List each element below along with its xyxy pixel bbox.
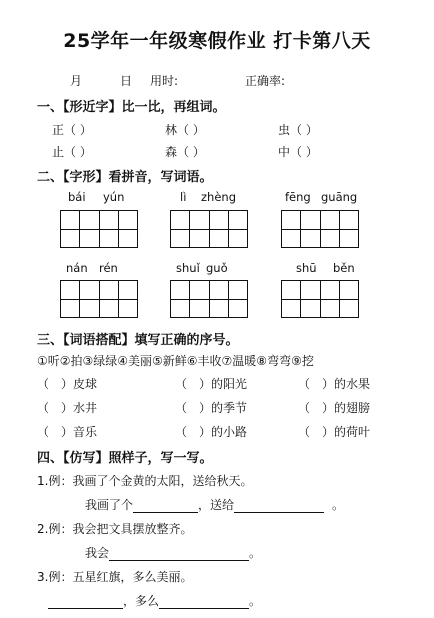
example-2: 2.例：我会把文具摆放整齐。	[37, 522, 193, 536]
s3-item: （ ）的小路	[175, 425, 248, 439]
rewrite-line-2	[85, 544, 261, 561]
rewrite-line-1	[85, 496, 344, 513]
writing-grid[interactable]	[60, 210, 138, 248]
pinyin: nán	[66, 261, 88, 275]
s1-item: 止（ ）	[52, 145, 92, 159]
section1-heading: 一、【形近字】比一比，再组词。	[37, 100, 226, 115]
writing-grid[interactable]	[281, 210, 359, 248]
rewrite-text: 我会	[85, 546, 110, 560]
s3-item: （ ）的阳光	[175, 377, 248, 391]
page-title: 25学年一年级寒假作业 打卡第八天	[63, 30, 371, 52]
section4-heading: 四、【仿写】照样子，写一写。	[37, 451, 213, 466]
accuracy-label: 正确率:	[245, 74, 286, 88]
s3-item: （ ）水井	[37, 401, 98, 415]
pinyin: rén	[99, 261, 118, 275]
s3-item: （ ）的翅膀	[298, 401, 371, 415]
writing-grid[interactable]	[60, 280, 138, 318]
s1-item: 林（ ）	[165, 123, 205, 137]
s3-item: （ ）的季节	[175, 401, 248, 415]
writing-grid[interactable]	[170, 210, 248, 248]
rewrite-text: ，送给	[198, 498, 235, 512]
pinyin: zhèng	[201, 190, 236, 204]
day-label: 日	[120, 74, 133, 88]
pinyin: shuǐ	[176, 261, 200, 275]
answer-blank[interactable]	[234, 500, 324, 513]
s1-item: 虫（ ）	[278, 123, 318, 137]
pinyin: bái	[68, 190, 86, 204]
rewrite-text: ，多么	[123, 594, 160, 608]
section2-heading: 二、【字形】看拼音，写词语。	[37, 170, 213, 185]
example-1: 1.例：我画了个金黄的太阳，送给秋天。	[37, 474, 253, 488]
s3-item: （ ）音乐	[37, 425, 98, 439]
answer-blank[interactable]	[109, 548, 249, 561]
writing-grid[interactable]	[170, 280, 248, 318]
section3-heading: 三、【词语搭配】填写正确的序号。	[37, 333, 239, 348]
s3-item: （ ）的水果	[298, 377, 371, 391]
time-label: 用时:	[150, 74, 179, 88]
pinyin: fēng	[285, 190, 311, 204]
s1-item: 森（ ）	[165, 145, 205, 159]
s3-item: （ ）的荷叶	[298, 425, 371, 439]
pinyin: guǒ	[206, 261, 228, 275]
s1-item: 中（ ）	[278, 145, 318, 159]
options-list: ①听②拍③绿绿④美丽⑤新鲜⑥丰收⑦温暖⑧弯弯⑨挖	[37, 354, 314, 368]
month-label: 月	[70, 74, 83, 88]
answer-blank[interactable]	[133, 500, 198, 513]
writing-grid[interactable]	[281, 280, 359, 318]
rewrite-text: 。	[249, 594, 262, 608]
answer-blank[interactable]	[48, 596, 123, 609]
pinyin: běn	[333, 261, 355, 275]
rewrite-line-3	[48, 592, 261, 609]
rewrite-text: 我画了个	[85, 498, 134, 512]
s3-item: （ ）皮球	[37, 377, 98, 391]
answer-blank[interactable]	[159, 596, 249, 609]
rewrite-text: 。	[332, 498, 345, 512]
pinyin: lì	[180, 190, 187, 204]
s1-item: 正（ ）	[52, 123, 92, 137]
pinyin: guāng	[321, 190, 358, 204]
rewrite-text: 。	[249, 546, 262, 560]
pinyin: shū	[296, 261, 317, 275]
pinyin: yún	[103, 190, 125, 204]
example-3: 3.例：五星红旗，多么美丽。	[37, 570, 193, 584]
